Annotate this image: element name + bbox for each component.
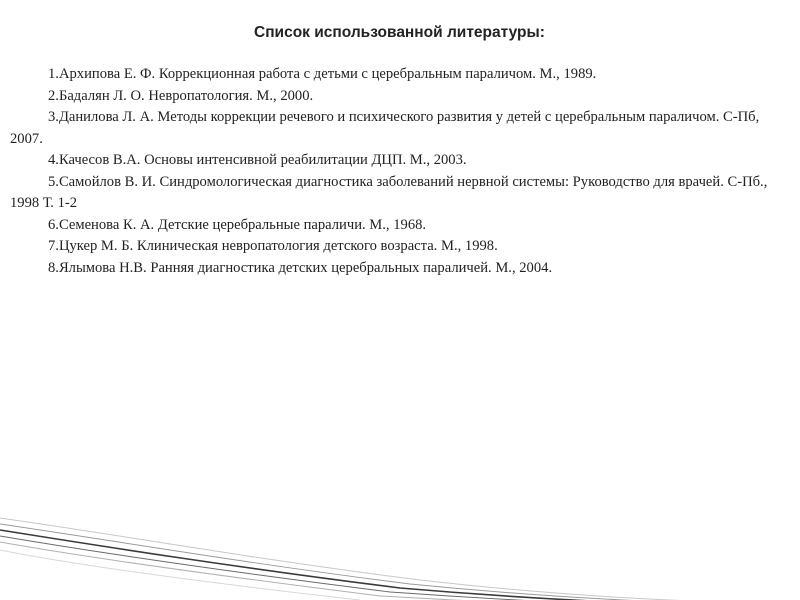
reference-item: 3.Данилова Л. А. Методы коррекции речевого и психического развития у детей с церебральным параличом. С-Пб, 2007. [10, 109, 760, 147]
reference-item: 5.Самойлов В. И. Синдромологическая диагностика заболеваний нервной системы: Руководство для врачей. С-Пб., 1998 Т. 1-2 [10, 173, 768, 211]
page-title: Список использованной литературы: [254, 24, 545, 41]
reference-item: 6.Семенова К. А. Детские церебральные параличи. М., 1968. [48, 216, 427, 233]
reference-item: 7.Цукер М. Б. Клиническая невропатология детского возраста. М., 1998. [48, 238, 498, 254]
decorative-wave-lines [0, 480, 800, 600]
reference-item: 8.Ялымова Н.В. Ранняя диагностика детских церебральных параличей. М., 2004. [48, 259, 553, 276]
reference-item: 2.Бадалян Л. О. Невропатология. М., 2000. [48, 87, 314, 104]
reference-list [10, 64, 790, 279]
reference-item: 4.Качесов В.А. Основы интенсивной реабилитации ДЦП. М., 2003. [48, 152, 467, 168]
reference-item: 1.Архипова Е. Ф. Коррекционная работа с детьми с церебральным параличом. М., 1989. [48, 66, 597, 82]
